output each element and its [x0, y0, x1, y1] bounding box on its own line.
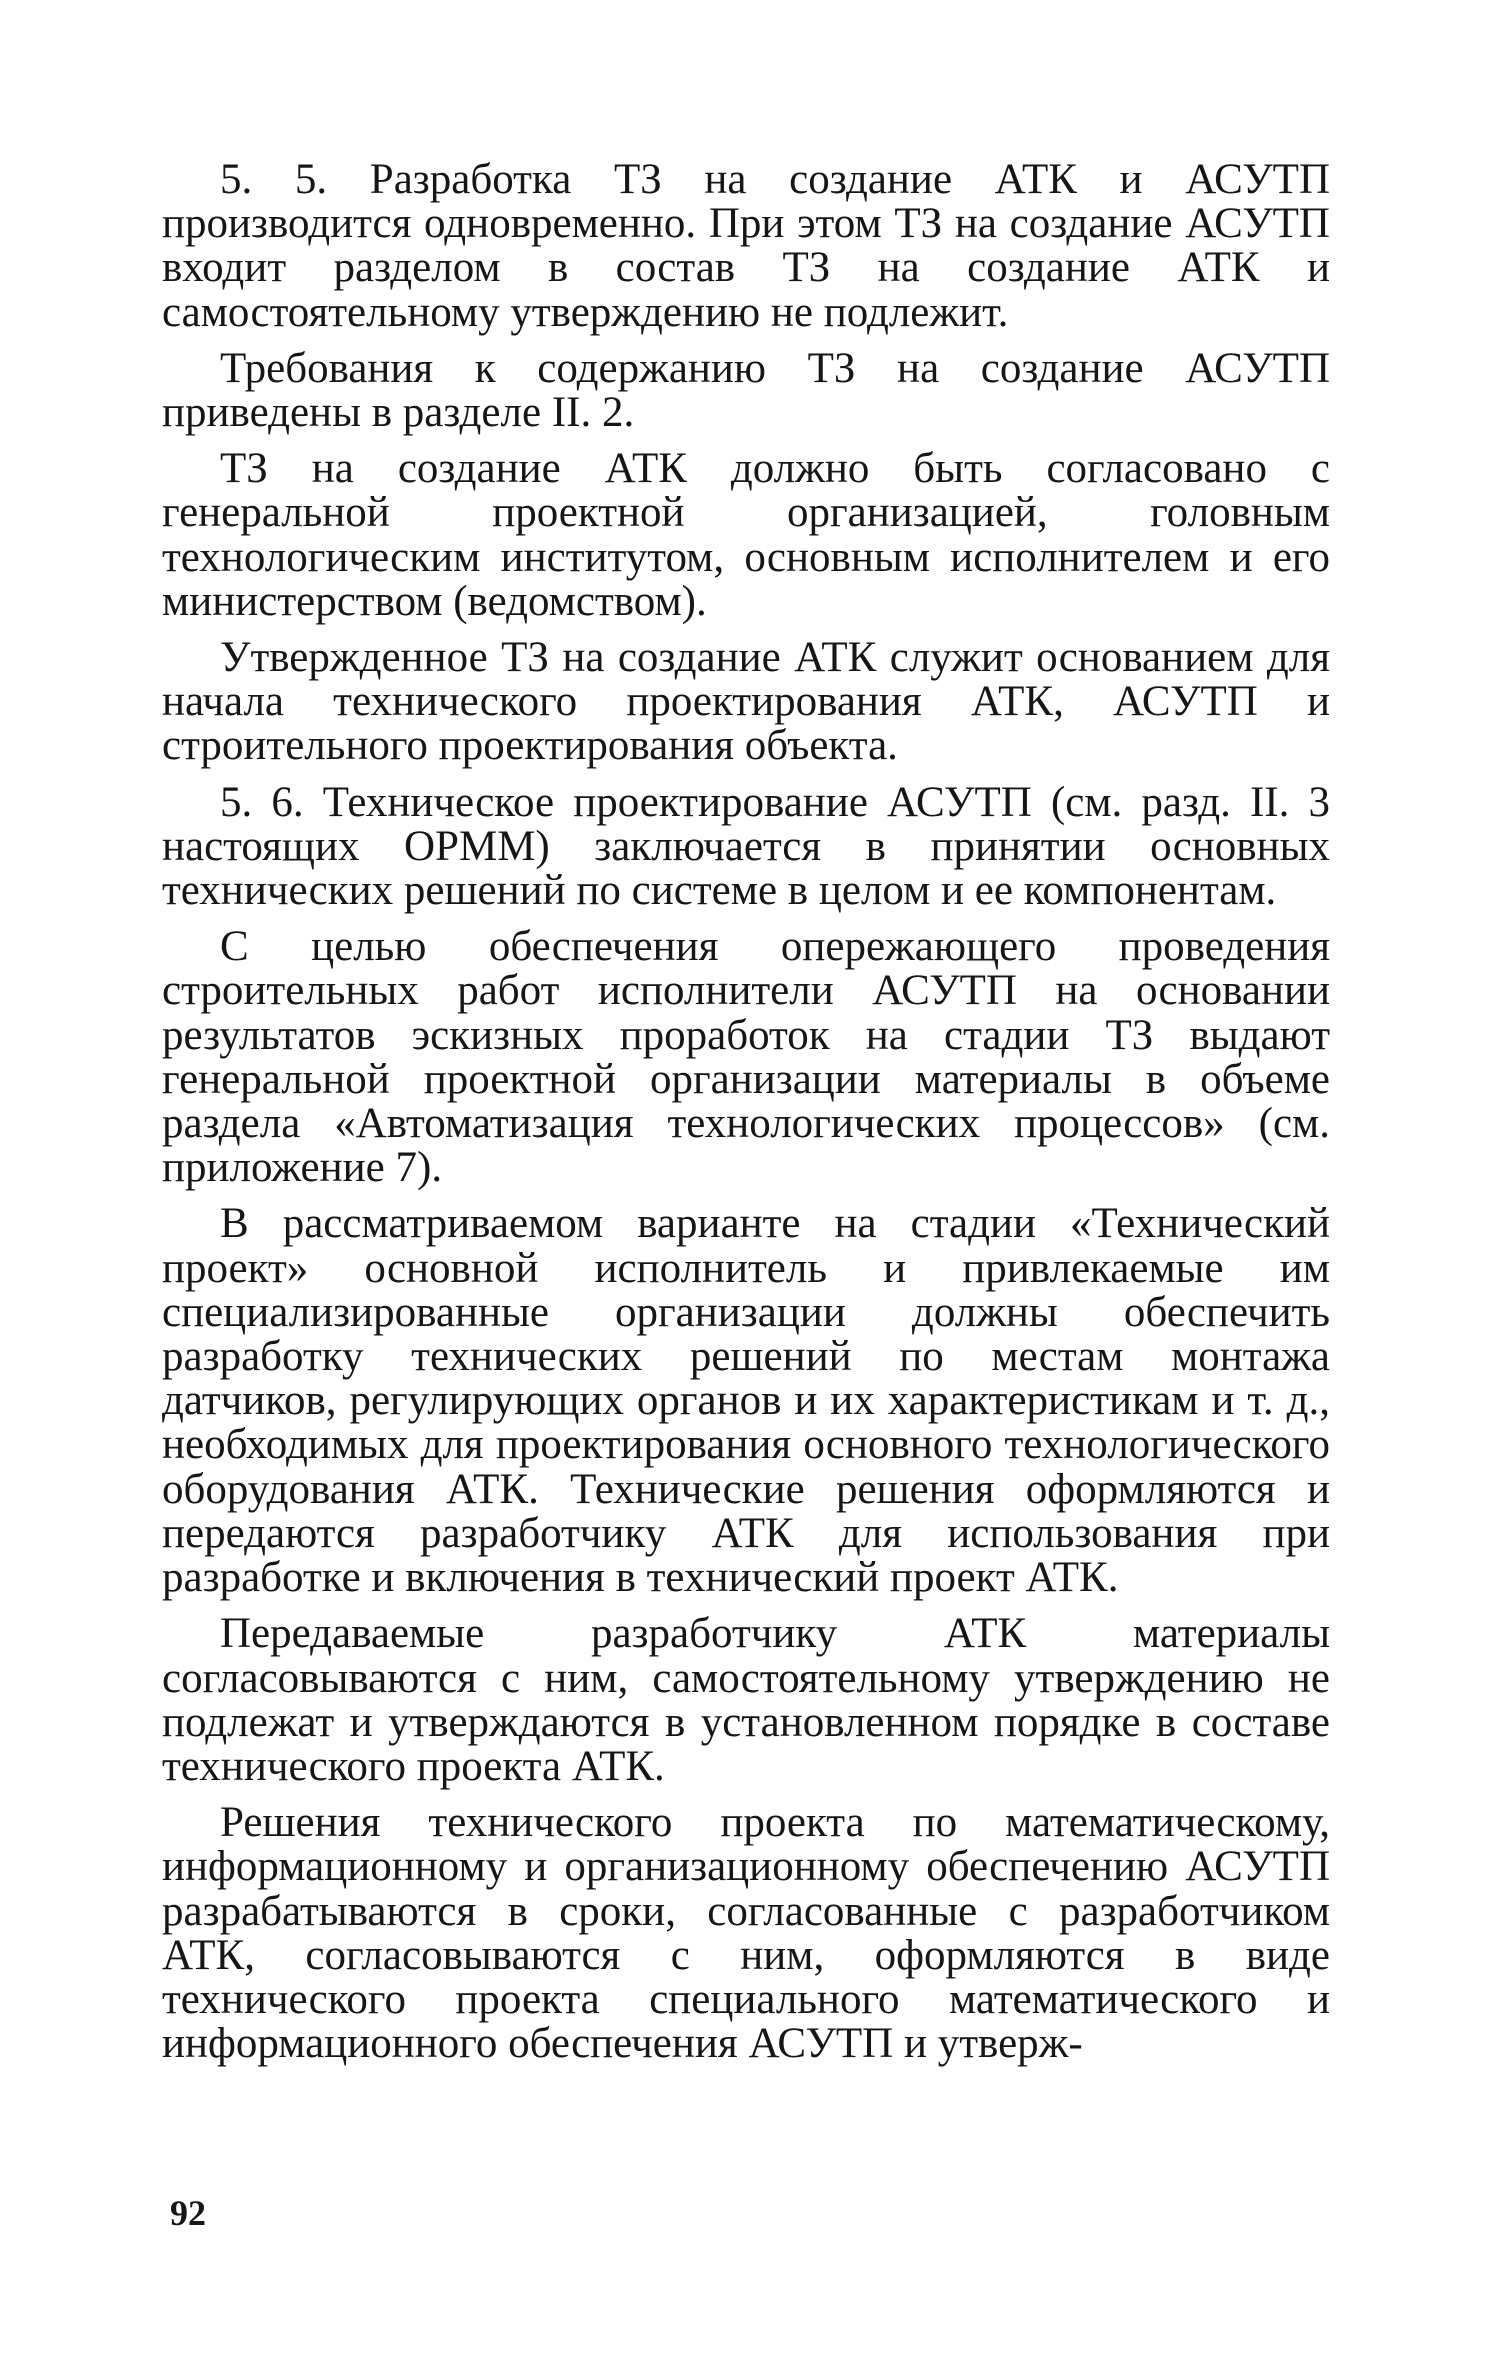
paragraph-construction-works: С целью обеспечения опережающего проведения строительных работ исполнители АСУТП на основании результатов эскизных проработок на стадии ТЗ выдают генеральной проектной организации материалы в объеме раздела «Автоматизация технологических процессов» (см. приложение 7).: [162, 923, 1330, 1192]
paragraph-5-6: 5. 6. Техническое проектирование АСУТП (см. разд. II. 3 настоящих ОРММ) заключается в принятии основных технических решений по системе в целом и ее компонентам.: [162, 778, 1330, 915]
paragraph-technical-project-stage: В рассматриваемом варианте на стадии «Технический проект» основной исполнитель и привлекаемые им специализированные организации должны обеспечить разработку технических решений по местам монтажа датчиков, регулирующих органов и их характеристикам и т. д., необходимых для проектирования основного технологического оборудования АТК. Технические решения оформляются и передаются разработчику АТК для использования при разработке и включения в технический проект АТК.: [162, 1200, 1330, 1602]
paragraph-project-decisions: Решения технического проекта по математическому, информационному и организационному обеспечению АСУТП разрабатываются в сроки, согласованные с разработчиком АТК, согласовываются с ним, оформляются в виде технического проекта специального математического и информационного обеспечения АСУТП и утверж-: [162, 1799, 1330, 2068]
paragraph-5-5: 5. 5. Разработка ТЗ на создание АТК и АСУТП производится одновременно. При этом ТЗ на создание АСУТП входит разделом в состав ТЗ на создание АТК и самостоятельному утверждению не подлежит.: [162, 156, 1330, 336]
page-number: 92: [170, 2193, 206, 2233]
paragraph-materials-coordination: Передаваемые разработчику АТК материалы согласовываются с ним, самостоятельному утверждению не подлежат и утверждаются в установленном порядке в составе технического проекта АТК.: [162, 1610, 1330, 1790]
paragraph-approved-tz: Утвержденное ТЗ на создание АТК служит основанием для начала технического проектирования АТК, АСУТП и строительного проектирования объекта.: [162, 634, 1330, 770]
page-body: [162, 158, 1330, 2078]
paragraph-tz-requirements: Требования к содержанию ТЗ на создание АСУТП приведены в разделе II. 2.: [162, 344, 1330, 437]
paragraph-tz-approval: ТЗ на создание АТК должно быть согласовано с генеральной проектной организацией, головным технологическим институтом, основным исполнителем и его министерством (ведомством).: [162, 445, 1330, 625]
